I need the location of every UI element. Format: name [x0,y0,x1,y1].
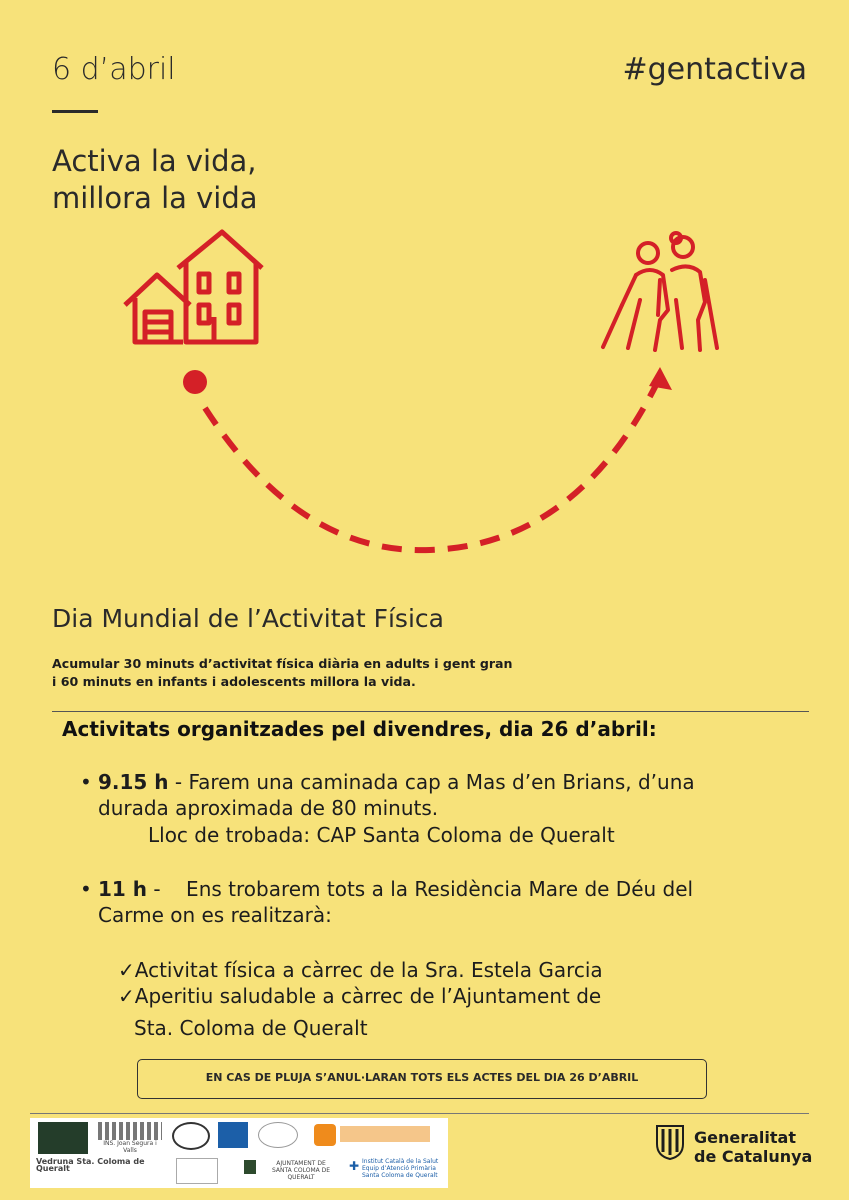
check-item-2-continued: Sta. Coloma de Queralt [134,1016,368,1040]
bullet: • [80,877,92,901]
tagline [52,143,258,217]
gencat-line-2: de Catalunya [694,1147,813,1166]
ics-line-3: Santa Coloma de Queralt [362,1172,438,1179]
check-item-2: ✓Aperitiu saludable a càrrec de l’Ajuntament de [118,984,602,1008]
gencat-line-1: Generalitat [694,1128,796,1147]
ins-label: INS. Joan Segura i Valls [103,1140,157,1154]
event-title: Dia Mundial de l’Activitat Física [52,604,444,633]
hashtag: #gentactiva [622,52,807,87]
walkers-icon [603,233,717,350]
school-logo [176,1158,218,1184]
check-item-1: ✓Activitat física a càrrec de la Sra. Estela Garcia [118,958,603,982]
activity-1-text-line-2: durada aproximada de 80 minuts. [98,796,439,820]
sponsor-logos [30,1118,448,1188]
tree-logo [38,1122,88,1154]
bullet: • [80,770,92,794]
activity-2-text-line-1: - Ens trobarem tots a la Residència Mare de Déu del [147,877,694,901]
ins-logo [98,1122,162,1154]
activities-title: Activitats organitzades pel divendres, dia 26 d’abril: [62,717,657,741]
activity-2-text-line-2: Carme on es realitzarà: [98,903,332,927]
footer-rule [30,1113,809,1114]
ics-logo [362,1158,444,1179]
activity-1-text-line-1: - Farem una caminada cap a Mas d’en Brians, d’una [168,770,695,794]
date: 6 d’abril [52,52,176,87]
wave-logo [218,1122,248,1148]
vedruna-label: Vedruna Sta. Coloma de Queralt [36,1157,145,1173]
rain-notice: EN CAS DE PLUJA S’ANUL·LARAN TOTS ELS ACTES DEL DIA 26 D’ABRIL [137,1059,707,1099]
generalitat-wordmark [694,1128,812,1166]
illustration [0,220,849,580]
activity-2-time: 11 h [98,877,148,901]
ajuntament-shield-icon [244,1160,256,1174]
tagline-line-2: millora la vida [52,181,258,215]
ics-line-2: Equip d’Atenció Primària [362,1165,436,1172]
house-icon [125,232,262,342]
association-logo [172,1122,210,1150]
event-message [52,655,513,691]
path-arrow [183,367,672,550]
event-message-line-1: Acumular 30 minuts d’activitat física diària en adults i gent gran [52,656,513,671]
building-icon [98,1122,162,1140]
activity-1-meeting-point: Lloc de trobada: CAP Santa Coloma de Queralt [148,823,615,847]
event-message-line-2: i 60 minuts en infants i adolescents millora la vida. [52,674,416,689]
divider-dash [52,110,98,113]
generalitat-logo-icon [654,1124,686,1160]
residence-logo [314,1124,336,1146]
section-rule [52,711,809,712]
activity-1-time: 9.15 h [98,770,169,794]
tagline-line-1: Activa la vida, [52,144,257,178]
residence-label-bar [340,1126,430,1142]
council-logo [258,1122,298,1148]
ics-line-1: Institut Català de la Salut [362,1158,439,1165]
ajuntament-label: AJUNTAMENT DE SANTA COLOMA DE QUERALT [271,1160,331,1181]
health-cross-icon: ✚ [348,1159,360,1173]
